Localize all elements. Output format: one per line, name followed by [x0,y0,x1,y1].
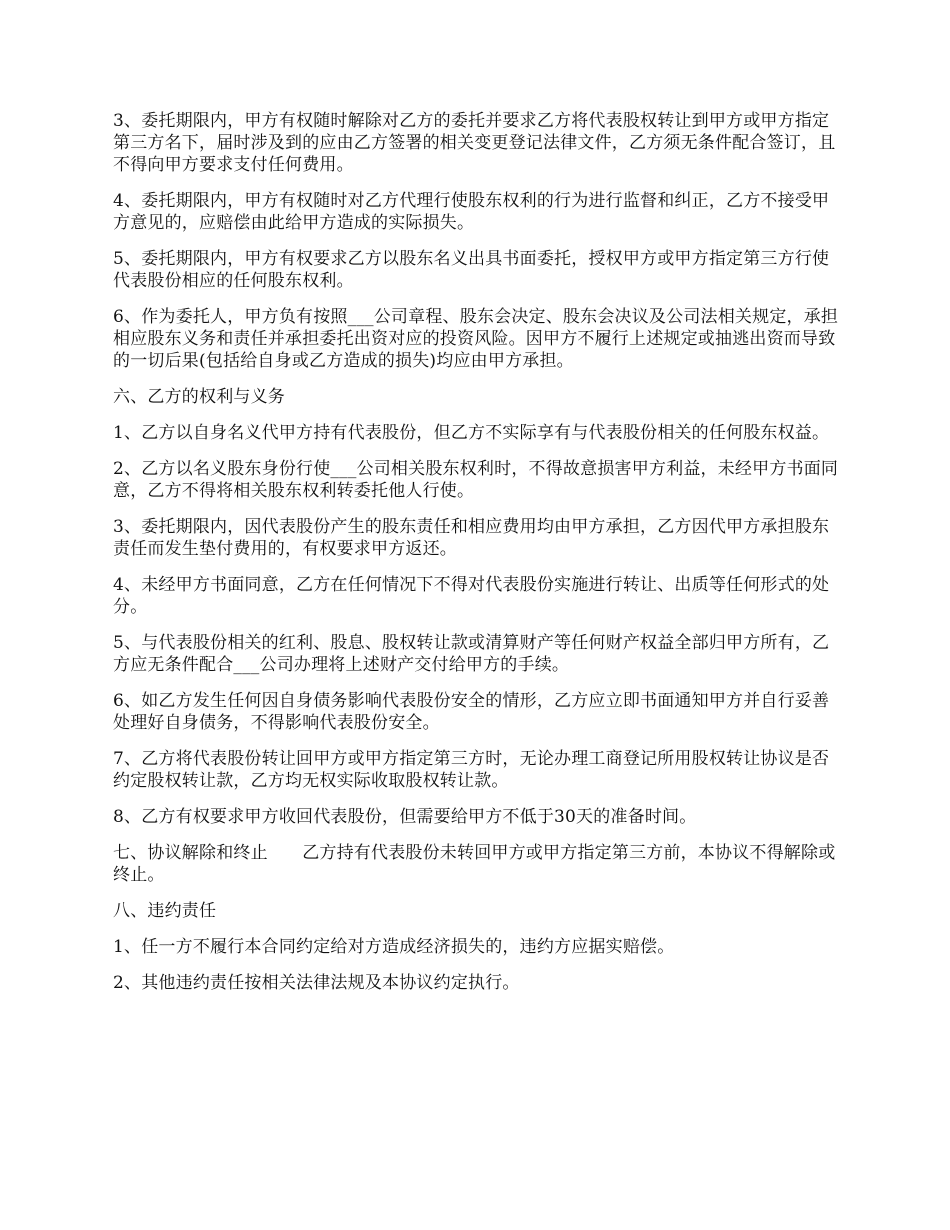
clause-8-2-paragraph: 2、其他违约责任按相关法律法规及本协议约定执行。 [113,973,520,993]
clause-6-3-paragraph: 3、委托期限内，因代表股份产生的股东责任和相应费用均由甲方承担，乙方因代甲方承担股东责任而发生垫付费用的，有权要求甲方返还。 [113,517,830,559]
clause-6-6-paragraph: 6、如乙方发生任何因自身债务影响代表股份安全的情形，乙方应立即书面通知甲方并自行妥善处理好自身债务，不得影响代表股份安全。 [113,691,830,733]
section-8-heading: 八、违约责任 [113,901,217,921]
clause-5-4-paragraph: 4、委托期限内，甲方有权随时对乙方代理行使股东权利的行为进行监督和纠正，乙方不接受甲方意见的，应赔偿由此给甲方造成的实际损失。 [113,191,830,233]
section-6-heading: 六、乙方的权利与义务 [113,387,285,407]
document-page [113,110,843,1008]
clause-6-1-paragraph: 1、乙方以自身名义代甲方持有代表股份，但乙方不实际享有与代表股份相关的任何股东权益。 [113,423,830,443]
clause-6-2-paragraph: 2、乙方以名义股东身份行使___公司相关股东权利时，不得故意损害甲方利益，未经甲方书面同意，乙方不得将相关股东权利转委托他人行使。 [113,459,839,501]
clause-6-7-paragraph: 7、乙方将代表股份转让回甲方或甲方指定第三方时，无论办理工商登记所用股权转让协议是否约定股权转让款，乙方均无权实际收取股权转让款。 [113,749,830,791]
clause-6-5-paragraph: 5、与代表股份相关的红利、股息、股权转让款或清算财产等任何财产权益全部归甲方所有，乙方应无条件配合___公司办理将上述财产交付给甲方的手续。 [113,633,830,675]
clause-6-4-paragraph: 4、未经甲方书面同意，乙方在任何情况下不得对代表股份实施进行转让、出质等任何形式的处分。 [113,575,830,617]
clause-5-5-paragraph: 5、委托期限内，甲方有权要求乙方以股东名义出具书面委托，授权甲方或甲方指定第三方行使代表股份相应的任何股东权利。 [113,249,830,291]
clause-5-6-paragraph: 6、作为委托人，甲方负有按照___公司章程、股东会决定、股东会决议及公司法相关规定，承担相应股东义务和责任并承担委托出资对应的投资风险。因甲方不履行上述规定或抽逃出资而导致的一切后果(包括给自身或乙方造成的损失)均应由甲方承担。 [113,307,839,371]
clause-6-8-paragraph: 8、乙方有权要求甲方收回代表股份，但需要给甲方不低于30天的准备时间。 [113,807,697,827]
clause-8-1-paragraph: 1、任一方不履行本合同约定给对方造成经济损失的，违约方应据实赔偿。 [113,937,675,957]
clause-5-3-paragraph: 3、委托期限内，甲方有权随时解除对乙方的委托并要求乙方将代表股权转让到甲方或甲方指定第三方名下，届时涉及到的应由乙方签署的相关变更登记法律文件，乙方须无条件配合签订，且不得向甲方要求支付任何费用。 [113,111,836,175]
section-7-paragraph: 七、协议解除和终止 乙方持有代表股份未转回甲方或甲方指定第三方前，本协议不得解除或终止。 [113,843,836,885]
